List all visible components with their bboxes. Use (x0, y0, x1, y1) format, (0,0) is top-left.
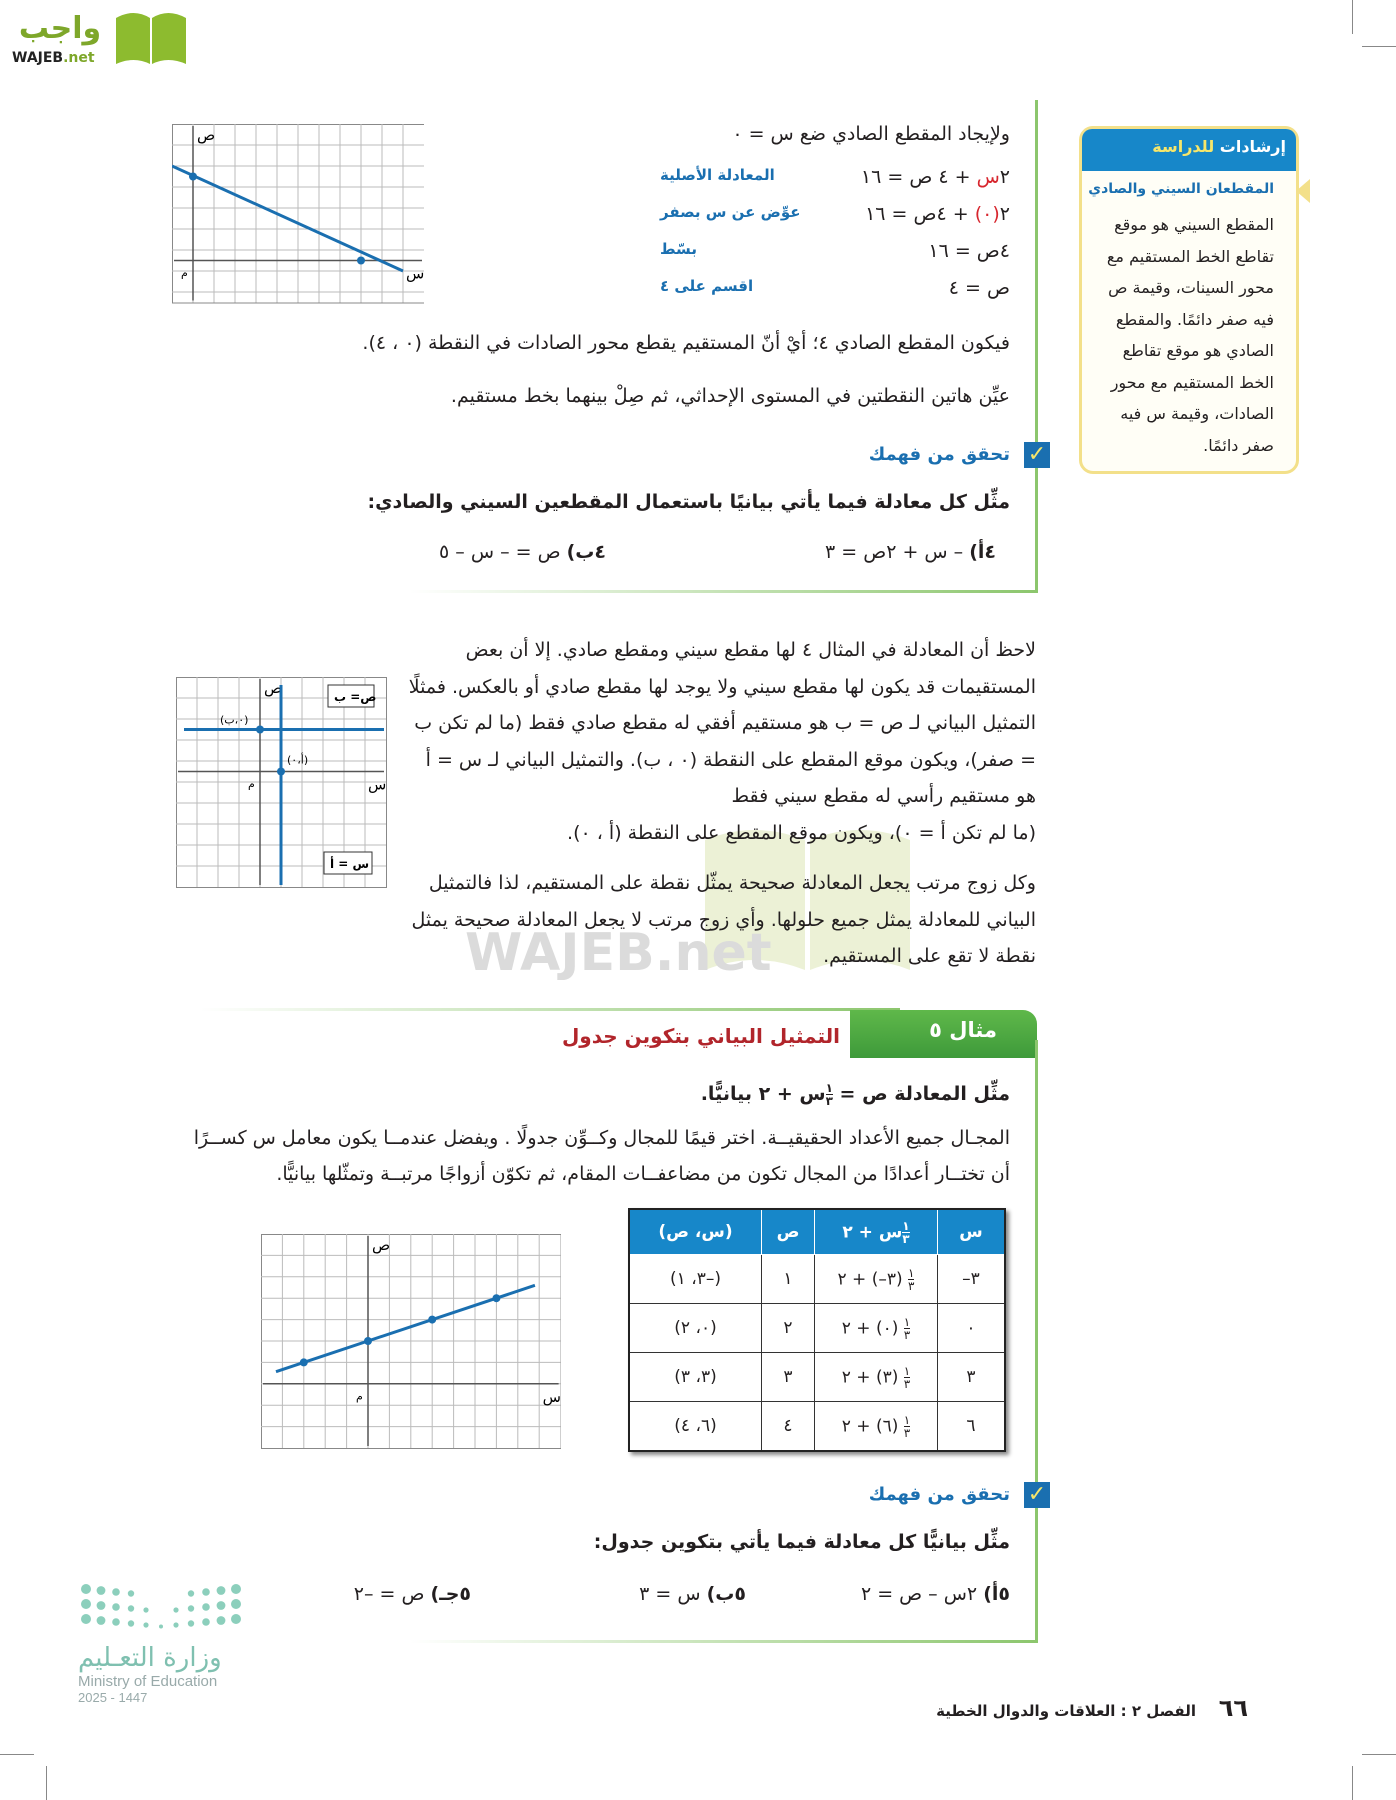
example-5-title: التمثيل البياني بتكوين جدول (561, 1024, 840, 1048)
check-question: مثِّل كل معادلة فيما يأتي بيانيًا باستعمال المقطعين السيني والصادي: (367, 491, 1010, 513)
callout-v: س = أ (330, 857, 370, 871)
graph-point (364, 1337, 372, 1345)
section-border (1035, 1040, 1038, 1642)
fraction: $\frac{١}{٣}$ (825, 1081, 833, 1108)
dot (202, 1618, 210, 1626)
graph-horizontal-vertical (176, 677, 392, 897)
dot (173, 1622, 178, 1627)
exercise-5a: ٥أ) ٢س – ص = ٢ (860, 1583, 1010, 1605)
step-row: ٢س + ٤ ص = ١٦ المعادلة الأصلية (660, 166, 1010, 203)
table-row: ٣ $\frac{١}{٣}$ (٣) + ٢ ٣ (٣، ٣) (629, 1353, 1005, 1402)
step-row: ٤ص = ١٦ بسّط (660, 240, 1010, 277)
crop-mark (1362, 46, 1396, 47)
dot (128, 1605, 134, 1611)
dot (173, 1607, 178, 1612)
callout-h: ص= ب (334, 690, 377, 704)
section-border (410, 1640, 1038, 1643)
col-x: س (938, 1209, 1006, 1255)
study-tip-body: المقطع السيني هو موقع تقاطع الخط المستقيم مع محور السينات، وقيمة ص فيه صفر دائمًا. والمقطع الصادي هو موقع تقاطع الخط المستقيم مع محور الصادات، وقيمة س فيه صفر دائمًا. (1106, 215, 1274, 455)
table-row: ٦ $\frac{١}{٣}$ (٦) + ٢ ٤ (٦، ٤) (629, 1402, 1005, 1452)
section-border (410, 590, 1038, 593)
graph-point (300, 1358, 308, 1366)
graph-point (277, 768, 285, 776)
dot (112, 1588, 120, 1596)
check-question: مثِّل بيانيًّا كل معادلة فيما يأتي بتكوين جدول: (593, 1531, 1010, 1553)
crop-mark (1362, 1754, 1396, 1755)
check-title: تحقق من فهمك (868, 444, 1010, 465)
dot (128, 1590, 134, 1596)
point-label: (أ،٠) (287, 753, 309, 767)
check-title: تحقق من فهمك (868, 1484, 1010, 1505)
col-expr: $\frac{١}{٣}$ س + ٢ (815, 1209, 938, 1255)
dot (217, 1601, 226, 1610)
ministry-logo: وزارة التعـليم Ministry of Education 2025 - 1447 (78, 1581, 248, 1705)
dot (231, 1584, 241, 1594)
dot (202, 1603, 210, 1611)
svg-text:WAJEB.net: WAJEB.net (465, 923, 772, 980)
dot (112, 1618, 120, 1626)
check-icon: ✓ (1024, 442, 1050, 468)
y-axis-label: ص (197, 126, 216, 144)
pointer-arrow (1296, 179, 1310, 203)
dot (81, 1614, 91, 1624)
x-axis-label: س (406, 264, 424, 283)
conclusion-text: فيكون المقطع الصادي ٤؛ أيْ أنّ المستقيم يقطع محور الصادات في النقطة (٠ ، ٤). (362, 332, 1010, 354)
dot (97, 1586, 106, 1595)
chapter-label: الفصل ٢ : العلاقات والدوال الخطية (936, 1702, 1196, 1720)
dot (159, 1625, 163, 1629)
graph-table-line (261, 1234, 561, 1454)
example-prompt: مثِّل المعادلة ص = $\frac{١}{٣}$ س + ٢ بيانيًّا. (700, 1081, 1010, 1108)
dot (97, 1601, 106, 1610)
col-y: ص (762, 1209, 815, 1255)
example-rule (200, 1008, 900, 1011)
study-tip-subtitle: المقطعان السيني والصادي (1088, 181, 1274, 197)
dot (143, 1607, 148, 1612)
graph-point (256, 726, 264, 734)
steps (660, 166, 1010, 314)
exercise-5b: ٥ب) س = ٣ (639, 1583, 746, 1605)
y-axis-label: ص (372, 1236, 391, 1254)
origin-label: م (248, 777, 255, 791)
wajeb-logo (8, 4, 192, 68)
exercise-4b: ٤ب) ص = – س – ٥ (439, 541, 606, 563)
ministry-dots-icon (78, 1581, 248, 1637)
intro-line: ولإيجاد المقطع الصادي ضع س = ٠ (732, 123, 1010, 145)
crop-mark (1352, 0, 1353, 34)
study-tip-title: إرشادات للدراسة (1082, 129, 1296, 171)
step-row: ٢(٠) + ٤ص = ١٦ عوِّض عن س بصفر (660, 203, 1010, 240)
origin-label: م (181, 266, 188, 280)
step-row: ص = ٤ اقسم على ٤ (660, 277, 1010, 314)
page-number: ٦٦ (1218, 1694, 1248, 1722)
dot (81, 1599, 91, 1609)
exercise-5c: ٥جـ) ص = –٢ (353, 1583, 471, 1605)
middle-para: لاحظ أن المعادلة في المثال ٤ لها مقطع سيني ومقطع صادي. إلا أن بعض المستقيمات قد يكون لها مقطع سيني ولا يوجد لها مقطع صادي أو بالعكس. فمثلًا التمثيل البياني لـ ص = ب هو مستقيم أفقي له مقطع صادي فقط (ما لم تكن ب = صفر)، ويكون موقع المقطع على النقطة (٠ ، ب). والتمثيل البياني لـ س = أ هو مستقيم رأسي له مقطع سيني فقط (ما لم تكن أ = ٠)، ويكون موقع المقطع على النقطة (أ ، ٠). وكل زوج مرتب يجعل المعادلة صحيحة يمثّل نقطة على المستقيم، لذا فالتمثيل البياني للمعادلة يمثل جميع حلولها. وأي زوج مرتب لا يجعل المعادلة صحيحة يمثل نقطة لا تقع على المستقيم. (178, 632, 1036, 975)
x-axis-label: س (368, 775, 387, 794)
graph-point (428, 1316, 436, 1324)
step-note: بسّط (660, 240, 697, 258)
crop-mark (0, 1754, 34, 1755)
dot (202, 1588, 210, 1596)
point-label: (٠،ب) (220, 713, 249, 727)
values-table (628, 1208, 1006, 1452)
section-border (1035, 100, 1038, 592)
table-row: ٣– $\frac{١}{٣}$ (٣–) + ٢ ١ (–٣، ١) (629, 1255, 1005, 1304)
dot (217, 1616, 226, 1625)
dot (81, 1584, 91, 1594)
dot (128, 1620, 134, 1626)
dot (188, 1605, 194, 1611)
instruction-text: عيِّن هاتين النقطتين في المستوى الإحداثي، ثم صِلْ بينهما بخط مستقيم. (450, 385, 1010, 407)
crop-mark (46, 1766, 47, 1800)
svg-text:واجب: واجب (18, 11, 102, 46)
col-pair: (س، ص) (629, 1209, 762, 1255)
dot (217, 1586, 226, 1595)
graph-point (357, 257, 365, 265)
dot (188, 1620, 194, 1626)
step-note: اقسم على ٤ (660, 277, 754, 295)
graph-point (189, 173, 197, 181)
check-icon: ✓ (1024, 1482, 1050, 1508)
dot (112, 1603, 120, 1611)
example-5-tab: مثال ٥ (850, 1010, 1037, 1058)
table-row: ٠ $\frac{١}{٣}$ (٠) + ٢ ٢ (٠، ٢) (629, 1304, 1005, 1353)
exercise-4a: ٤أ) – س + ٢ص = ٣ (824, 541, 996, 563)
dot (231, 1614, 241, 1624)
dot (188, 1590, 194, 1596)
dot (231, 1599, 241, 1609)
step-note: عوِّض عن س بصفر (660, 203, 801, 221)
graph-intercepts (172, 124, 424, 310)
study-tip-box (1079, 126, 1299, 474)
y-axis-label: ص (264, 679, 283, 697)
origin-label: م (356, 1389, 363, 1403)
svg-text:WAJEB.net: WAJEB.net (12, 50, 95, 66)
crop-mark (1352, 1766, 1353, 1800)
example-para: المجـال جميع الأعداد الحقيقيــة. اختر قيمًا للمجال وكــوِّن جدولًا . ويفضل عندمــا يكون معامل س كســرًا أن تختــار أعدادًا من المجال تكون من مضاعفــات المقام، ثم تكوّن أزواجًا مرتبــة وتمثّلها بيانيًّا. (193, 1127, 1010, 1185)
step-note: المعادلة الأصلية (660, 166, 775, 184)
dot (143, 1622, 148, 1627)
dot (97, 1616, 106, 1625)
x-axis-label: س (542, 1387, 561, 1406)
graph-point (492, 1294, 500, 1302)
